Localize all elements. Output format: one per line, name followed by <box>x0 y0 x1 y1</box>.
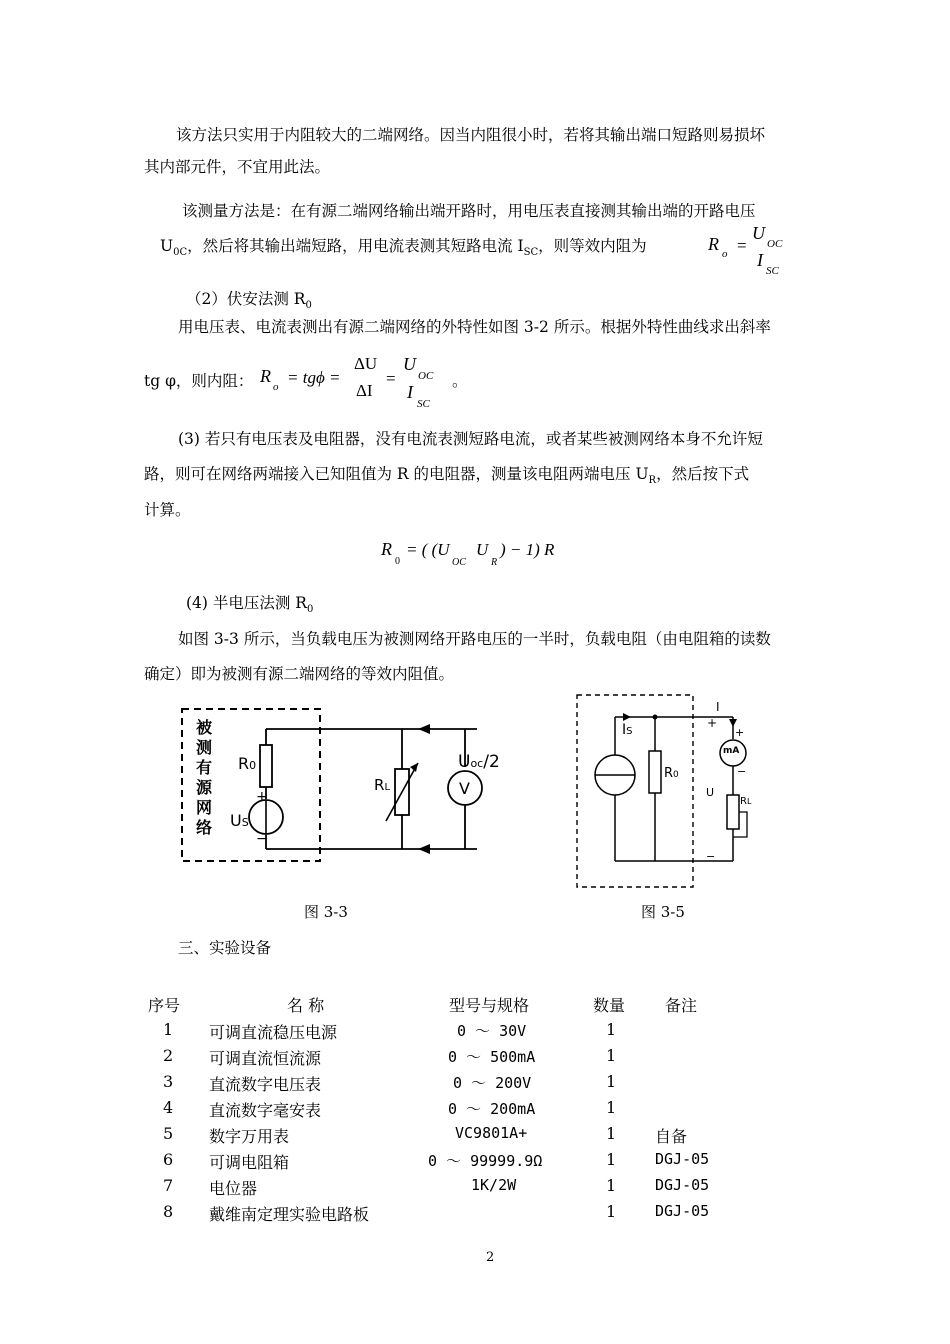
resistor-r0 <box>260 745 272 787</box>
plus-sign: + <box>707 716 718 730</box>
formula-text: ) − 1) R <box>500 540 555 559</box>
cell-qty: 1 <box>606 1098 617 1117</box>
formula-operator: = <box>737 236 747 255</box>
cell-name: 可调电阻箱 <box>209 1153 290 1172</box>
formula-symbol: ΔU <box>354 354 378 373</box>
para-5-line-2: 确定）即为被测有源二端网络的等效内阻值。 <box>144 665 455 683</box>
cell-note: DGJ-05 <box>655 1202 710 1220</box>
label-text: R <box>740 796 747 807</box>
cell-no: 3 <box>163 1072 174 1091</box>
label-text: R <box>238 754 250 773</box>
formula-operator: = <box>386 369 396 388</box>
formula-subscript: R <box>491 557 498 568</box>
header-spec: 型号与规格 <box>449 996 530 1015</box>
table-row <box>0 1202 950 1228</box>
current-i-label: I <box>716 700 720 714</box>
section-3-title: 三、实验设备 <box>178 939 272 957</box>
meter-minus: − <box>737 765 747 778</box>
formula-subscript: OC <box>418 370 434 382</box>
label-char: 源 <box>196 778 213 797</box>
para-4-line-3: 计算。 <box>144 501 191 519</box>
cell-qty: 1 <box>606 1124 617 1143</box>
cell-no: 1 <box>163 1020 174 1039</box>
para-2-line-1: 该测量方法是：在有源二端网络输出端开路时，用电压表直接测其输出端的开路电压 <box>182 202 756 220</box>
formula-subscript: SC <box>766 265 779 277</box>
formula-subscript: o <box>273 381 279 393</box>
cell-name: 电位器 <box>209 1179 258 1198</box>
voltage-u-label: U <box>706 786 715 799</box>
para-3-line-2: tg φ，则内阻： <box>144 372 254 390</box>
formula-symbol: U <box>752 223 765 243</box>
cell-spec: 0 ～ 99999.9Ω <box>428 1152 543 1170</box>
table-row <box>0 1020 950 1046</box>
formula-subscript: SC <box>417 398 430 410</box>
rl-label <box>374 776 390 794</box>
cell-no: 4 <box>163 1098 174 1117</box>
uoc-half-label <box>458 752 500 772</box>
cell-no: 2 <box>163 1046 174 1065</box>
label-text: U <box>230 811 242 830</box>
label-char: 网 <box>196 798 213 817</box>
section-4-title <box>186 590 313 619</box>
label-text: R <box>664 766 674 781</box>
cell-name: 可调直流恒流源 <box>209 1049 322 1068</box>
r0-label <box>238 754 256 773</box>
text: ，然后将其输出端短路，用电流表测其短路电流 I <box>187 237 524 255</box>
cell-qty: 1 <box>606 1072 617 1091</box>
subscript: 0C <box>173 247 188 258</box>
r0-label <box>664 766 679 781</box>
text: U <box>160 237 174 255</box>
plus-sign: + <box>256 789 268 805</box>
cell-no: 6 <box>163 1150 174 1169</box>
label-sub: 0 <box>249 759 257 772</box>
header-qty: 数量 <box>593 996 626 1015</box>
cell-spec: 0 ～ 200V <box>453 1074 532 1092</box>
label-text: R <box>374 776 385 794</box>
label-sub: S <box>241 816 249 829</box>
cell-name: 戴维南定理实验电路板 <box>209 1205 370 1224</box>
network-label <box>196 718 216 838</box>
label-char: 络 <box>196 818 213 837</box>
cell-qty: 1 <box>606 1202 617 1221</box>
subscript: 0 <box>305 300 312 311</box>
para-3-line-1: 用电压表、电流表测出有源二端网络的外特性如图 3-2 所示。根据外特性曲线求出斜率 <box>178 318 771 336</box>
cell-qty: 1 <box>606 1020 617 1039</box>
formula-symbol: R <box>708 234 719 254</box>
table-row <box>0 1072 950 1098</box>
minus-sign: − <box>256 831 268 847</box>
formula-subscript: 0 <box>395 556 400 567</box>
us-label <box>230 811 249 830</box>
cell-spec: 1K/2W <box>471 1176 517 1194</box>
minus-sign: − <box>706 850 716 863</box>
header-name: 名 称 <box>287 996 325 1015</box>
section-2-title <box>186 286 312 315</box>
cell-name: 直流数字毫安表 <box>209 1101 322 1120</box>
para-4-line-1: (3) 若只有电压表及电阻器，没有电流表测短路电流，或者某些被测网络本身不允许短 <box>178 430 763 448</box>
rl-label <box>740 796 751 807</box>
cell-no: 8 <box>163 1202 174 1221</box>
label-sub: S <box>626 726 633 737</box>
formula-symbol: I <box>757 250 763 270</box>
table-header <box>0 993 950 1019</box>
formula-symbol: I <box>407 382 413 402</box>
table-row <box>0 1150 950 1176</box>
cell-qty: 1 <box>606 1176 617 1195</box>
text: ，然后按下式 <box>656 465 750 483</box>
formula-symbol: U <box>476 540 489 559</box>
subscript: SC <box>523 247 539 258</box>
label-sub: L <box>384 782 391 793</box>
label-char: 被 <box>196 718 213 737</box>
formula-symbol: R <box>260 366 271 386</box>
cell-no: 5 <box>163 1124 174 1143</box>
cell-no: 7 <box>163 1176 174 1195</box>
subscript: 0 <box>306 604 314 615</box>
para-4-line-2 <box>144 461 749 490</box>
cell-spec: 0 ～ 30V <box>457 1022 527 1040</box>
figure-3-3-circuit <box>172 697 530 881</box>
formula-subscript: OC <box>767 238 783 250</box>
cell-qty: 1 <box>606 1150 617 1169</box>
formula-symbol: R <box>381 539 392 559</box>
label-text: U <box>458 752 471 772</box>
para-5-line-1: 如图 3-3 所示，当负载电压为被测网络开路电压的一半时，负载电阻（由电阻箱的读数 <box>178 630 771 648</box>
cell-spec: 0 ～ 200mA <box>448 1100 536 1118</box>
formula-end: 。 <box>452 372 468 390</box>
label-sub: L <box>746 797 752 806</box>
para-1-line-2: 其内部元件，不宜用此法。 <box>144 158 331 176</box>
cell-note: DGJ-05 <box>655 1176 710 1194</box>
figure-caption-3-5: 图 3-5 <box>641 903 685 921</box>
table-row <box>0 1124 950 1150</box>
milliammeter-label: mA <box>723 746 740 756</box>
label-sub: 0 <box>673 770 679 780</box>
subscript: R <box>648 475 657 486</box>
voltmeter-label: V <box>459 779 470 798</box>
text: 路，则可在网络两端接入已知阻值为 R 的电阻器，测量该电阻两端电压 U <box>144 465 649 483</box>
header-note: 备注 <box>665 996 698 1015</box>
formula-symbol: U <box>403 354 416 374</box>
header-no: 序号 <box>148 996 181 1015</box>
cell-spec: 0 ～ 500mA <box>448 1048 536 1066</box>
cell-note: DGJ-05 <box>655 1150 710 1168</box>
formula-symbol: ΔI <box>356 381 373 400</box>
is-label <box>622 722 633 738</box>
label-char: 有 <box>196 758 213 777</box>
cell-spec: VC9801A+ <box>455 1124 528 1142</box>
para-2-line-2 <box>160 233 647 262</box>
page-number: 2 <box>486 1250 495 1265</box>
formula-text: = tgϕ = <box>287 368 341 387</box>
meter-plus: + <box>735 726 745 739</box>
table-row <box>0 1176 950 1202</box>
cell-name: 数字万用表 <box>209 1127 290 1146</box>
para-1-line-1: 该方法只实用于内阻较大的二端网络。因当内阻很小时，若将其输出端口短路则易损坏 <box>176 126 766 144</box>
cell-name: 可调直流稳压电源 <box>209 1023 338 1042</box>
resistor-r0 <box>649 751 661 793</box>
label-text: /2 <box>483 752 500 772</box>
table-row <box>0 1046 950 1072</box>
cell-qty: 1 <box>606 1046 617 1065</box>
label-char: 测 <box>196 738 213 757</box>
cell-note: 自备 <box>655 1127 688 1146</box>
cell-name: 直流数字电压表 <box>209 1075 322 1094</box>
table-row <box>0 1098 950 1124</box>
figure-3-5-circuit <box>575 691 757 889</box>
figure-caption-3-3: 图 3-3 <box>304 903 348 921</box>
label-sub: oc <box>470 757 484 770</box>
label-text: I <box>622 722 627 738</box>
text: (4) 半电压法测 R <box>186 594 307 612</box>
resistor-rl <box>727 795 739 829</box>
formula-subscript: OC <box>452 557 466 568</box>
formula-subscript: o <box>722 248 728 260</box>
formula-text: = ( (U <box>406 540 450 559</box>
text: （2）伏安法测 R <box>186 290 306 308</box>
text: ，则等效内阻为 <box>538 237 647 255</box>
